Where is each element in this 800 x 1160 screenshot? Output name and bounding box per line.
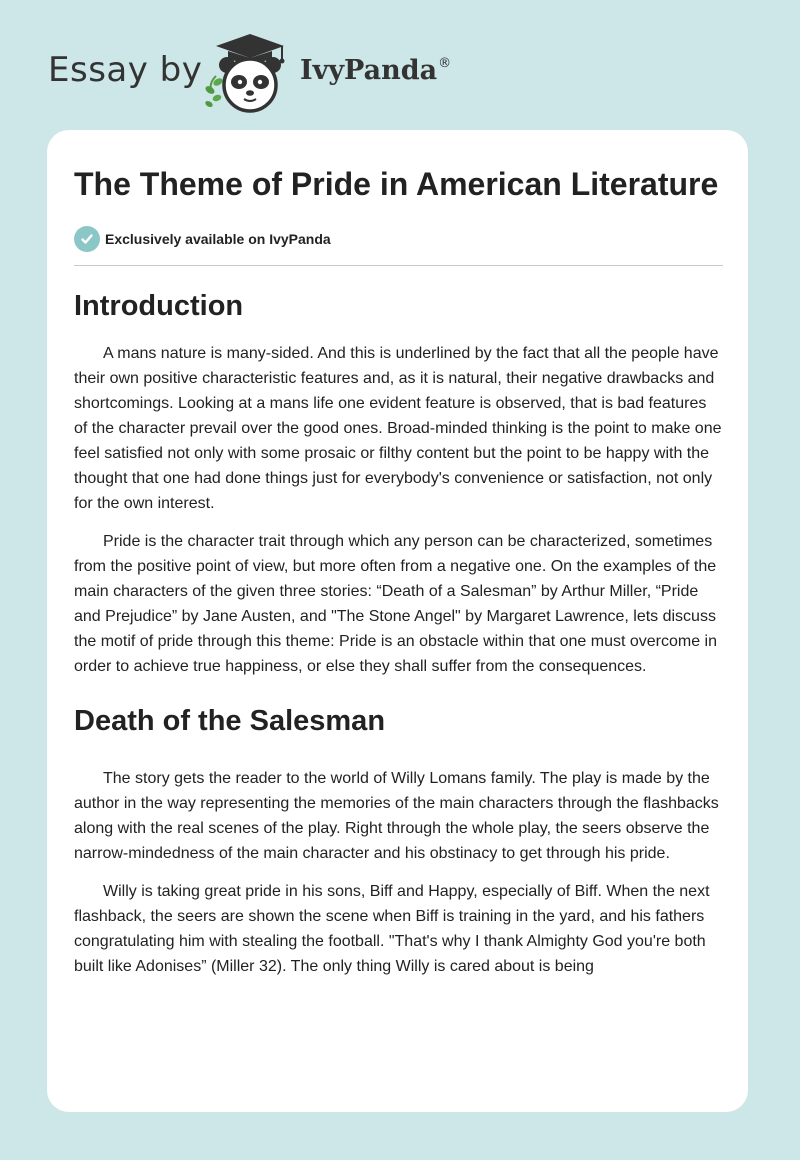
paragraph: The story gets the reader to the world of Willy Lomans family. The play is made by the author in the way representing the memories of the main characters through the flashbacks along with the real scenes of the play. Right through the whole play, the seers observe the narrow-mindedness of the main character and his obstinacy to get through his pride. xyxy=(74,770,719,862)
exclusive-text: Exclusively available on IvyPanda xyxy=(105,231,331,247)
exclusive-badge xyxy=(74,225,723,253)
brand-name[interactable] xyxy=(300,55,451,86)
site-header xyxy=(0,0,800,130)
section-heading: Introduction xyxy=(74,290,244,322)
paragraph: Willy is taking great pride in his sons, Biff and Happy, especially of Biff. When the next flashback, the seers are shown the scene when Biff is training in the yard, and his fathers congratulating him with stealing the football. "That's why I thank Almighty God you're both built like Adonises” (Miller 32). The only thing Willy is cared about is being xyxy=(74,883,710,975)
section-heading: Death of the Salesman xyxy=(74,705,386,737)
essay-content xyxy=(74,164,723,979)
paragraph: Pride is the character trait through which any person can be characterized, sometimes from the positive point of view, but more often from a negative one. On the examples of the main characters of the given three stories: “Death of a Salesman” by Arthur Miller, “Pride and Prejudice” by Jane Austen, and "The Stone Angel" by Margaret Lawrence, lets discuss the motif of pride through this theme: Pride is an obstacle within that one must overcome in order to achieve true happiness, or else they shall suffer from the consequences. xyxy=(74,533,717,675)
essay-card xyxy=(47,130,748,1112)
brand-text: IvyPanda xyxy=(300,55,438,86)
paragraph: A mans nature is many-sided. And this is underlined by the fact that all the people have their own positive characteristic features and, as it is natural, their negative drawbacks and shortcomings. Looking at a mans life one evident feature is observed, that is bad features of the character prevail over the good ones. Broad-minded thinking is the point to make one feel satisfied not only with some prosaic or filthy content but the point to be happy with the thought that one had done things just for everybody's convenience or satisfaction, not only for the own interest. xyxy=(74,345,722,512)
registered-mark: ® xyxy=(438,56,452,71)
panda-logo-icon[interactable] xyxy=(198,32,290,114)
essay-by-label: Essay by xyxy=(48,50,203,90)
divider xyxy=(74,265,723,266)
page-title: The Theme of Pride in American Literature xyxy=(74,166,719,202)
check-icon xyxy=(74,226,100,252)
